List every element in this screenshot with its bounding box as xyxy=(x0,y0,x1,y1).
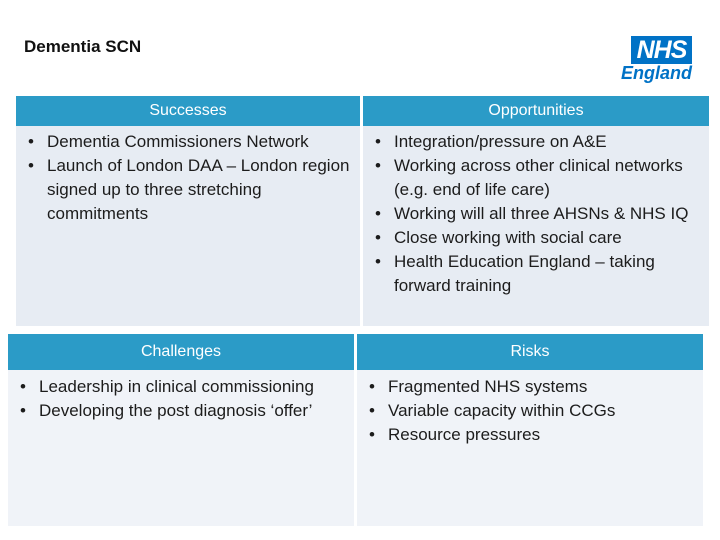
risks-panel xyxy=(357,334,703,526)
slide-title: Dementia SCN xyxy=(24,37,142,56)
opportunities-panel xyxy=(363,96,709,326)
challenges-header: Challenges xyxy=(8,334,354,370)
challenges-panel xyxy=(8,334,354,526)
opportunities-item: • Health Education England – taking forward training xyxy=(363,250,703,298)
successes-body xyxy=(16,126,360,326)
challenges-body xyxy=(8,370,354,526)
challenges-item: • Leadership in clinical commissioning xyxy=(8,375,330,399)
nhs-logo-mark: NHS xyxy=(631,36,692,64)
opportunities-item: • Integration/pressure on A&E xyxy=(363,130,703,154)
opportunities-item: • Close working with social care xyxy=(363,226,703,250)
nhs-logo-region: England xyxy=(621,63,692,83)
risks-body xyxy=(357,370,703,526)
opportunities-header: Opportunities xyxy=(363,96,709,126)
opportunities-body xyxy=(363,126,709,326)
opportunities-list xyxy=(363,130,709,298)
nhs-england-logo xyxy=(614,36,694,86)
opportunities-item: • Working across other clinical networks (e.g. end of life care) xyxy=(363,154,703,202)
opportunities-item: • Working will all three AHSNs & NHS IQ xyxy=(363,202,703,226)
risks-list xyxy=(357,375,703,447)
successes-panel xyxy=(16,96,360,326)
challenges-list xyxy=(8,375,354,423)
challenges-item: • Developing the post diagnosis ‘offer’ xyxy=(8,399,330,423)
successes-item: • Dementia Commissioners Network xyxy=(16,130,350,154)
successes-header: Successes xyxy=(16,96,360,126)
risks-item: • Variable capacity within CCGs xyxy=(357,399,697,423)
risks-item: • Resource pressures xyxy=(357,423,697,447)
successes-list xyxy=(16,130,360,226)
risks-header: Risks xyxy=(357,334,703,370)
risks-item: • Fragmented NHS systems xyxy=(357,375,697,399)
successes-item: • Launch of London DAA – London region signed up to three stretching commitments xyxy=(16,154,350,226)
